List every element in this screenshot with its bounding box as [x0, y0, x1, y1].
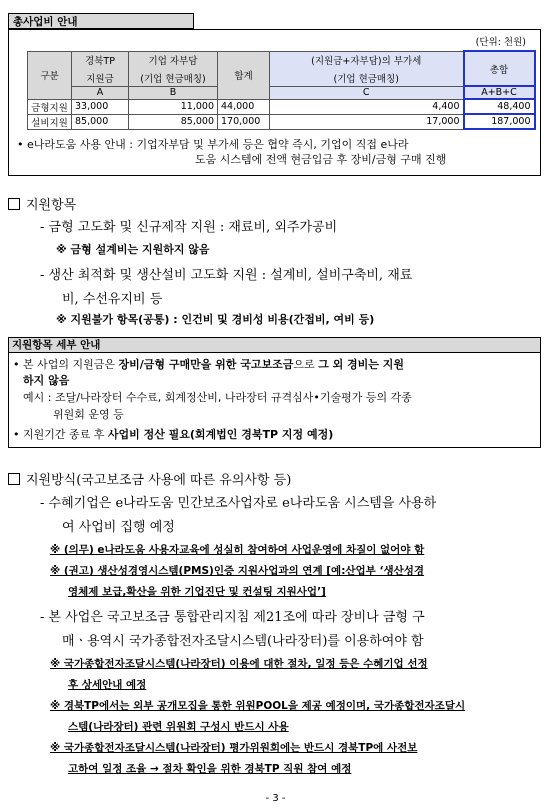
- budget-table: [27, 50, 536, 130]
- support-item-mold: - 금형 고도화 및 신규제작 지원 : 재료비, 외주가공비: [40, 220, 338, 235]
- checkbox-square-icon: [8, 473, 20, 485]
- col-header-self-funding: 기업 자부담 (기업 현금매칭): [129, 51, 218, 86]
- detail-bullet-1: • 본 사업의 지원금은 장비/금형 구매만을 위한 국고보조금으로 그 외 경비는 지원: [13, 358, 405, 371]
- method-item-enara: - 수혜기업은 e나라도움 민간보조사업자로 e나라도움 시스템을 사용하: [40, 496, 437, 511]
- col-header-subtotal: 합계: [218, 51, 270, 99]
- mold-design-note: ※ 금형 설계비는 지원하지 않음: [56, 243, 210, 256]
- note-committee-pool: ※ 경북TP에서는 외부 공개모집을 통한 위원POOL을 제공 예정이며, 국가종합전자조달시: [50, 700, 466, 712]
- checkbox-square-icon: [8, 198, 20, 210]
- letter-total: A+B+C: [464, 86, 535, 99]
- detail-guide-title: 지원항목 세부 안내: [8, 337, 541, 352]
- letter-a: A: [72, 86, 129, 99]
- note-procurement-procedure: ※ 국가종합전자조달시스템(나라장터) 이용에 대한 절차, 일정 등은 수혜기업 선정: [50, 658, 428, 670]
- table-row: 설비지원 85,000 85,000 170,000 17,000 187,000: [28, 114, 535, 129]
- unit-label: (단위: 천원): [475, 37, 526, 48]
- col-header-vat: (지원금+자부담)의 부가세 (기업 현금매칭): [270, 51, 464, 86]
- detail-guide-box: • 본 사업의 지원금은 장비/금형 구매만을 위한 국고보조금으로 그 외 경비는 지원 하지 않음 예시 : 조달/나라장터 수수료, 회계정산비, 나라장터 규격심사•기술평가 등의 각종 위원회 운영 등 • 지원기간 종료 후 사업비 정산 필요(회계법인 경북TP 지정 예정): [8, 352, 541, 448]
- budget-box: [8, 29, 541, 176]
- support-item-equipment: - 생산 최적화 및 생산설비 고도화 지원 : 설계비, 설비구축비, 재료: [40, 268, 413, 283]
- method-item-procurement: - 본 사업은 국고보조금 통합관리지침 제21조에 따라 장비나 금형 구: [40, 610, 425, 625]
- col-header-total: 총합: [464, 51, 535, 86]
- page-number: - 3 -: [265, 793, 286, 804]
- support-items-heading: 지원항목: [8, 194, 76, 213]
- note-mandatory: ※ (의무) e나라도움 사용자교육에 성실히 참여하여 사업운영에 차질이 없어야 함: [50, 544, 425, 556]
- table-letter-row: [28, 86, 535, 99]
- eNara-note: • e나라도움 사용 안내 : 기업자부담 및 부가세 등은 협약 즉시, 기업이 직접 e나라 도움 시스템에 전액 현금입금 후 장비/금형 구매 진행: [17, 138, 447, 166]
- support-method-heading: 지원방식(국고보조금 사용에 따른 유의사항 등): [8, 469, 291, 488]
- detail-bullet-2: • 지원기간 종료 후 사업비 정산 필요(회계법인 경북TP 지정 예정): [13, 428, 334, 441]
- col-header-category: 구분: [28, 51, 72, 99]
- table-header-row: [28, 51, 535, 86]
- unsupported-items-note: ※ 지원불가 항목(공통) : 인건비 및 경비성 비용(간접비, 여비 등): [56, 313, 375, 326]
- letter-b: B: [129, 86, 218, 99]
- note-recommended: ※ (권고) 생산성경영시스템(PMS)인증 지원사업과의 연계 [예:산업부 ‘생산성경: [50, 565, 425, 577]
- budget-box-title: 총사업비 안내: [8, 13, 194, 29]
- letter-c: C: [270, 86, 464, 99]
- detail-example: 예시 : 조달/나라장터 수수료, 회계정산비, 나라장터 규격심사•기술평가 등의 각종: [23, 391, 412, 404]
- table-row: 금형지원 33,000 11,000 44,000 4,400 48,400: [28, 99, 535, 114]
- note-evaluation-committee: ※ 국가종합전자조달시스템(나라장터) 평가위원회에는 반드시 경북TP에 사전보: [50, 742, 418, 754]
- col-header-tp-support: 경북TP 지원금: [72, 51, 129, 86]
